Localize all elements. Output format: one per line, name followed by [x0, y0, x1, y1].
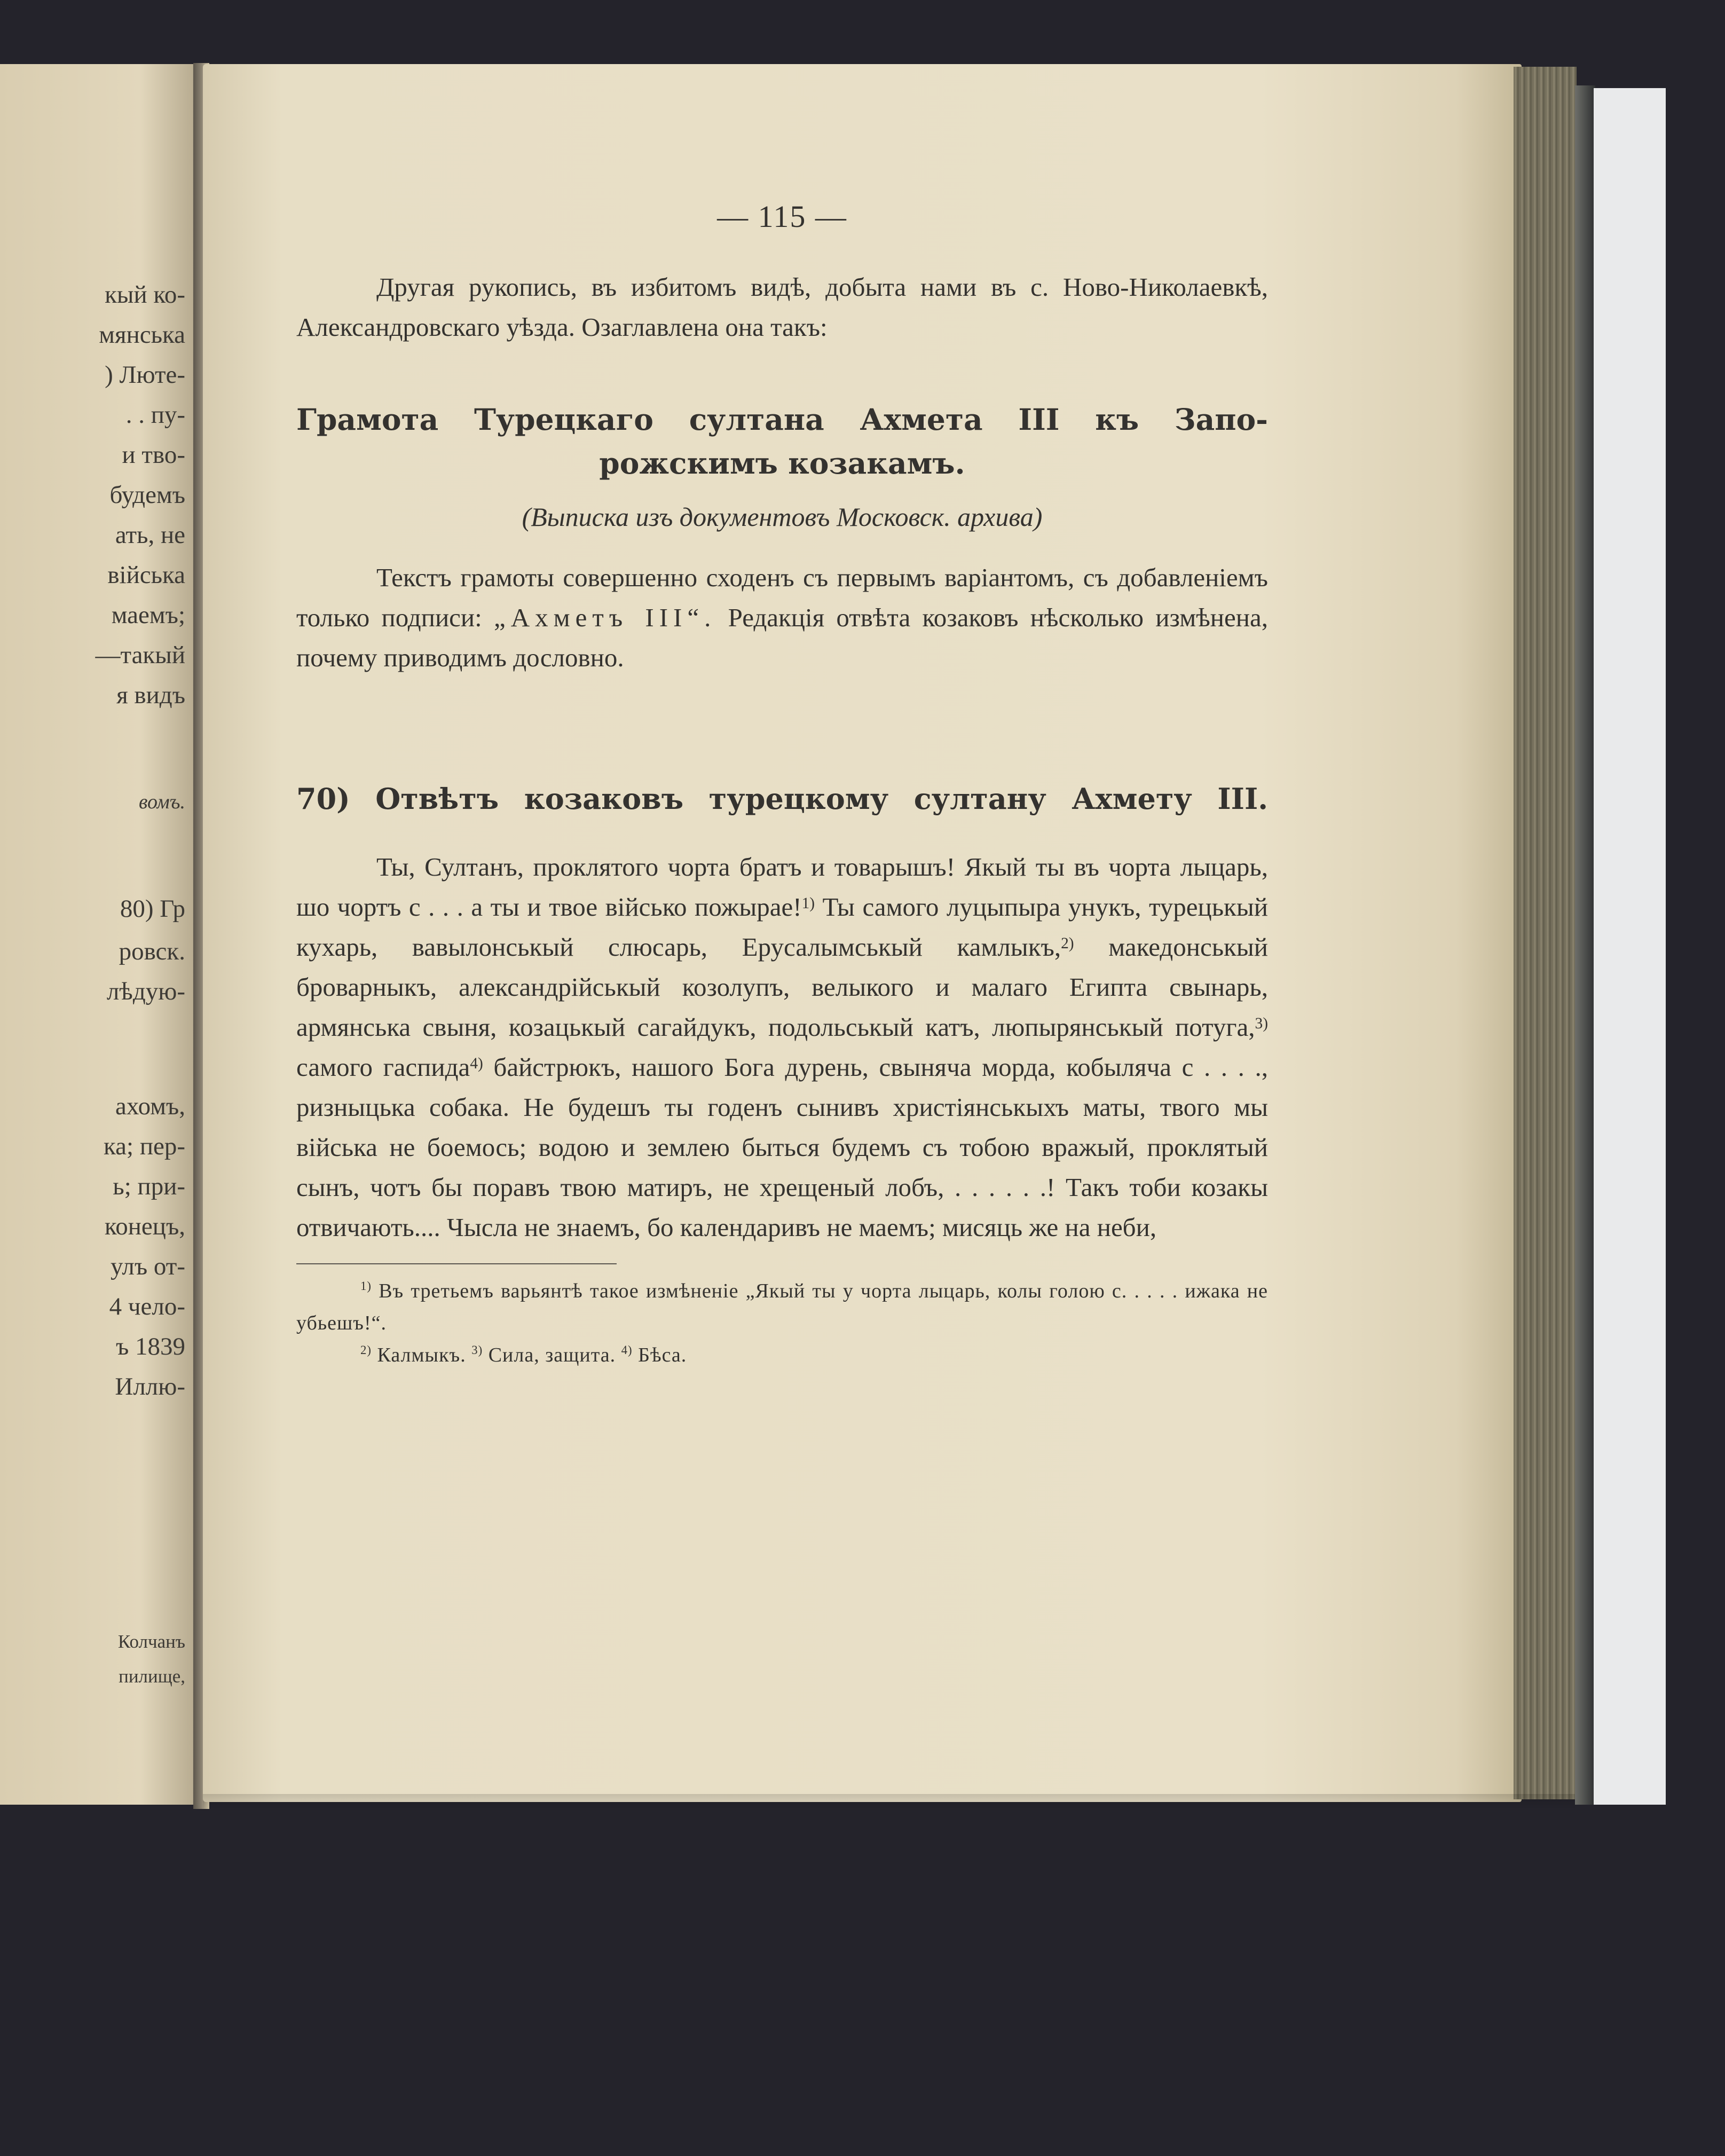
- book-cover-edge: [1575, 85, 1595, 1805]
- left-line: вомъ.: [138, 791, 185, 813]
- left-line: маемъ;: [111, 601, 185, 629]
- left-line: будемъ: [109, 481, 185, 509]
- footnote-ref: 3): [1255, 1015, 1268, 1032]
- left-line: Колчанъ: [117, 1631, 185, 1652]
- left-line: пилище,: [119, 1666, 185, 1687]
- left-line: 4 чело-: [109, 1293, 185, 1320]
- left-line: и тво-: [122, 441, 185, 469]
- footnote-ref: 4): [470, 1055, 483, 1072]
- left-line: мянська: [99, 321, 185, 349]
- heading-line-1: Грамота Турецкаго султана Ахмета III къ Запо-: [296, 402, 1268, 437]
- left-line: улъ от-: [110, 1253, 185, 1280]
- left-line: ) Люте-: [105, 361, 185, 389]
- heading-line-2: рожскимъ козакамъ.: [599, 446, 965, 481]
- letter-segment: Ты самого луцыпыра унукъ, турецькый кухарь, вавылонськый слюсарь, Ерусалымськый камлыкъ,: [296, 892, 1269, 962]
- footnote-mark: 4): [621, 1343, 633, 1357]
- footnote-mark: 1): [360, 1279, 372, 1293]
- left-line: 80) Гр: [120, 895, 185, 923]
- section-title: 70) Отвѣтъ козаковъ турецкому султану Ахмету III.: [296, 782, 1268, 816]
- footnote-ref: 2): [1061, 935, 1074, 952]
- white-card-strip: [1594, 88, 1666, 1805]
- letter-segment: самого гаспида: [296, 1052, 470, 1082]
- left-line: війська: [107, 561, 185, 589]
- paragraph-text: Редакція отвѣта козаковъ нѣсколько измѣнена, почему приводимъ дословно.: [296, 603, 1268, 672]
- left-line: . . пу-: [125, 401, 185, 429]
- page-number: — 115 —: [717, 199, 847, 234]
- signature: „Ахметъ III“.: [494, 603, 716, 632]
- footnote-text: Калмыкъ.: [372, 1344, 466, 1366]
- document-heading: [296, 398, 1268, 485]
- left-line: ровск.: [119, 938, 185, 965]
- letter-segment: Ты, Султанъ, проклятого чорта братъ и товарышъ! Якый ты въ чорта лыцарь, шо чортъ с . . . а ты и твое військо пожырае!: [296, 852, 1268, 922]
- left-line: —такый: [95, 641, 185, 669]
- paragraph-text: Текстъ грамоты совершенно сходенъ съ первымъ варіантомъ, съ добавленіемъ только подписи:: [296, 563, 1268, 632]
- page-edges: [1514, 67, 1577, 1799]
- document-subtitle: (Выписка изъ документовъ Московск. архива): [522, 502, 1043, 532]
- text-paragraph: [296, 557, 1268, 678]
- left-line: лѣдую-: [106, 978, 185, 1005]
- footnote-ref: 1): [801, 895, 815, 912]
- footnote-text: Въ третьемъ варьянтѣ такое измѣненіе „Якый ты у чорта лыцарь, колы голою с. . . . . ижака не убьешъ!“.: [296, 1280, 1268, 1334]
- left-line: кый ко-: [105, 281, 185, 309]
- footnote-text: Сила, защита.: [483, 1344, 616, 1366]
- left-line: ка; пер-: [104, 1132, 185, 1160]
- left-line: Иллю-: [115, 1373, 185, 1400]
- left-line: я видъ: [116, 681, 185, 709]
- page-text: [296, 187, 1268, 1371]
- footnote-mark: 2): [360, 1343, 372, 1357]
- intro-paragraph: Другая рукопись, въ избитомъ видѣ, добыта нами въ с. Ново-Николаевкѣ, Александровскаго уѣзда. Озаглавлена она такъ:: [296, 272, 1268, 342]
- letter-segment: македонськый броварныкъ, александрійськый козолупъ, велыкого и малаго Египта свынарь, армянська свыня, козацькый сагайдукъ, подольськый катъ, люпырянськый потуга,: [296, 932, 1268, 1042]
- left-line: ать, не: [115, 521, 185, 549]
- footnote-text: Бѣса.: [632, 1344, 687, 1366]
- previous-page: [0, 64, 200, 1805]
- left-line: ъ 1839: [115, 1333, 185, 1360]
- left-line: конецъ,: [104, 1213, 185, 1240]
- left-line: ахомъ,: [115, 1092, 185, 1120]
- footnote-1: [296, 1275, 1268, 1339]
- left-line: ь; при-: [113, 1173, 185, 1200]
- letter-segment: байстрюкъ, нашого Бога дурень, свыняча морда, кобыляча с . . . ., ризныцька собака. Не будешъ ты годенъ сынивъ христіянськыхъ маты, твого мы війська не боемось; водою и землею быться будемъ съ тобою вражый, проклятый сынъ, чотъ бы поравъ твою матиръ, не хрещеный лобъ, . . . . . .! Такъ тоби козакы отвичають.... Чысла не знаемъ, бо календаривъ не маемъ; мисяць же на неби,: [296, 1052, 1269, 1242]
- letter-text: [296, 847, 1268, 1247]
- footnote-mark: 3): [471, 1343, 483, 1357]
- footnotes-2-4: [296, 1339, 1268, 1371]
- page-shadow: [203, 1794, 1575, 1810]
